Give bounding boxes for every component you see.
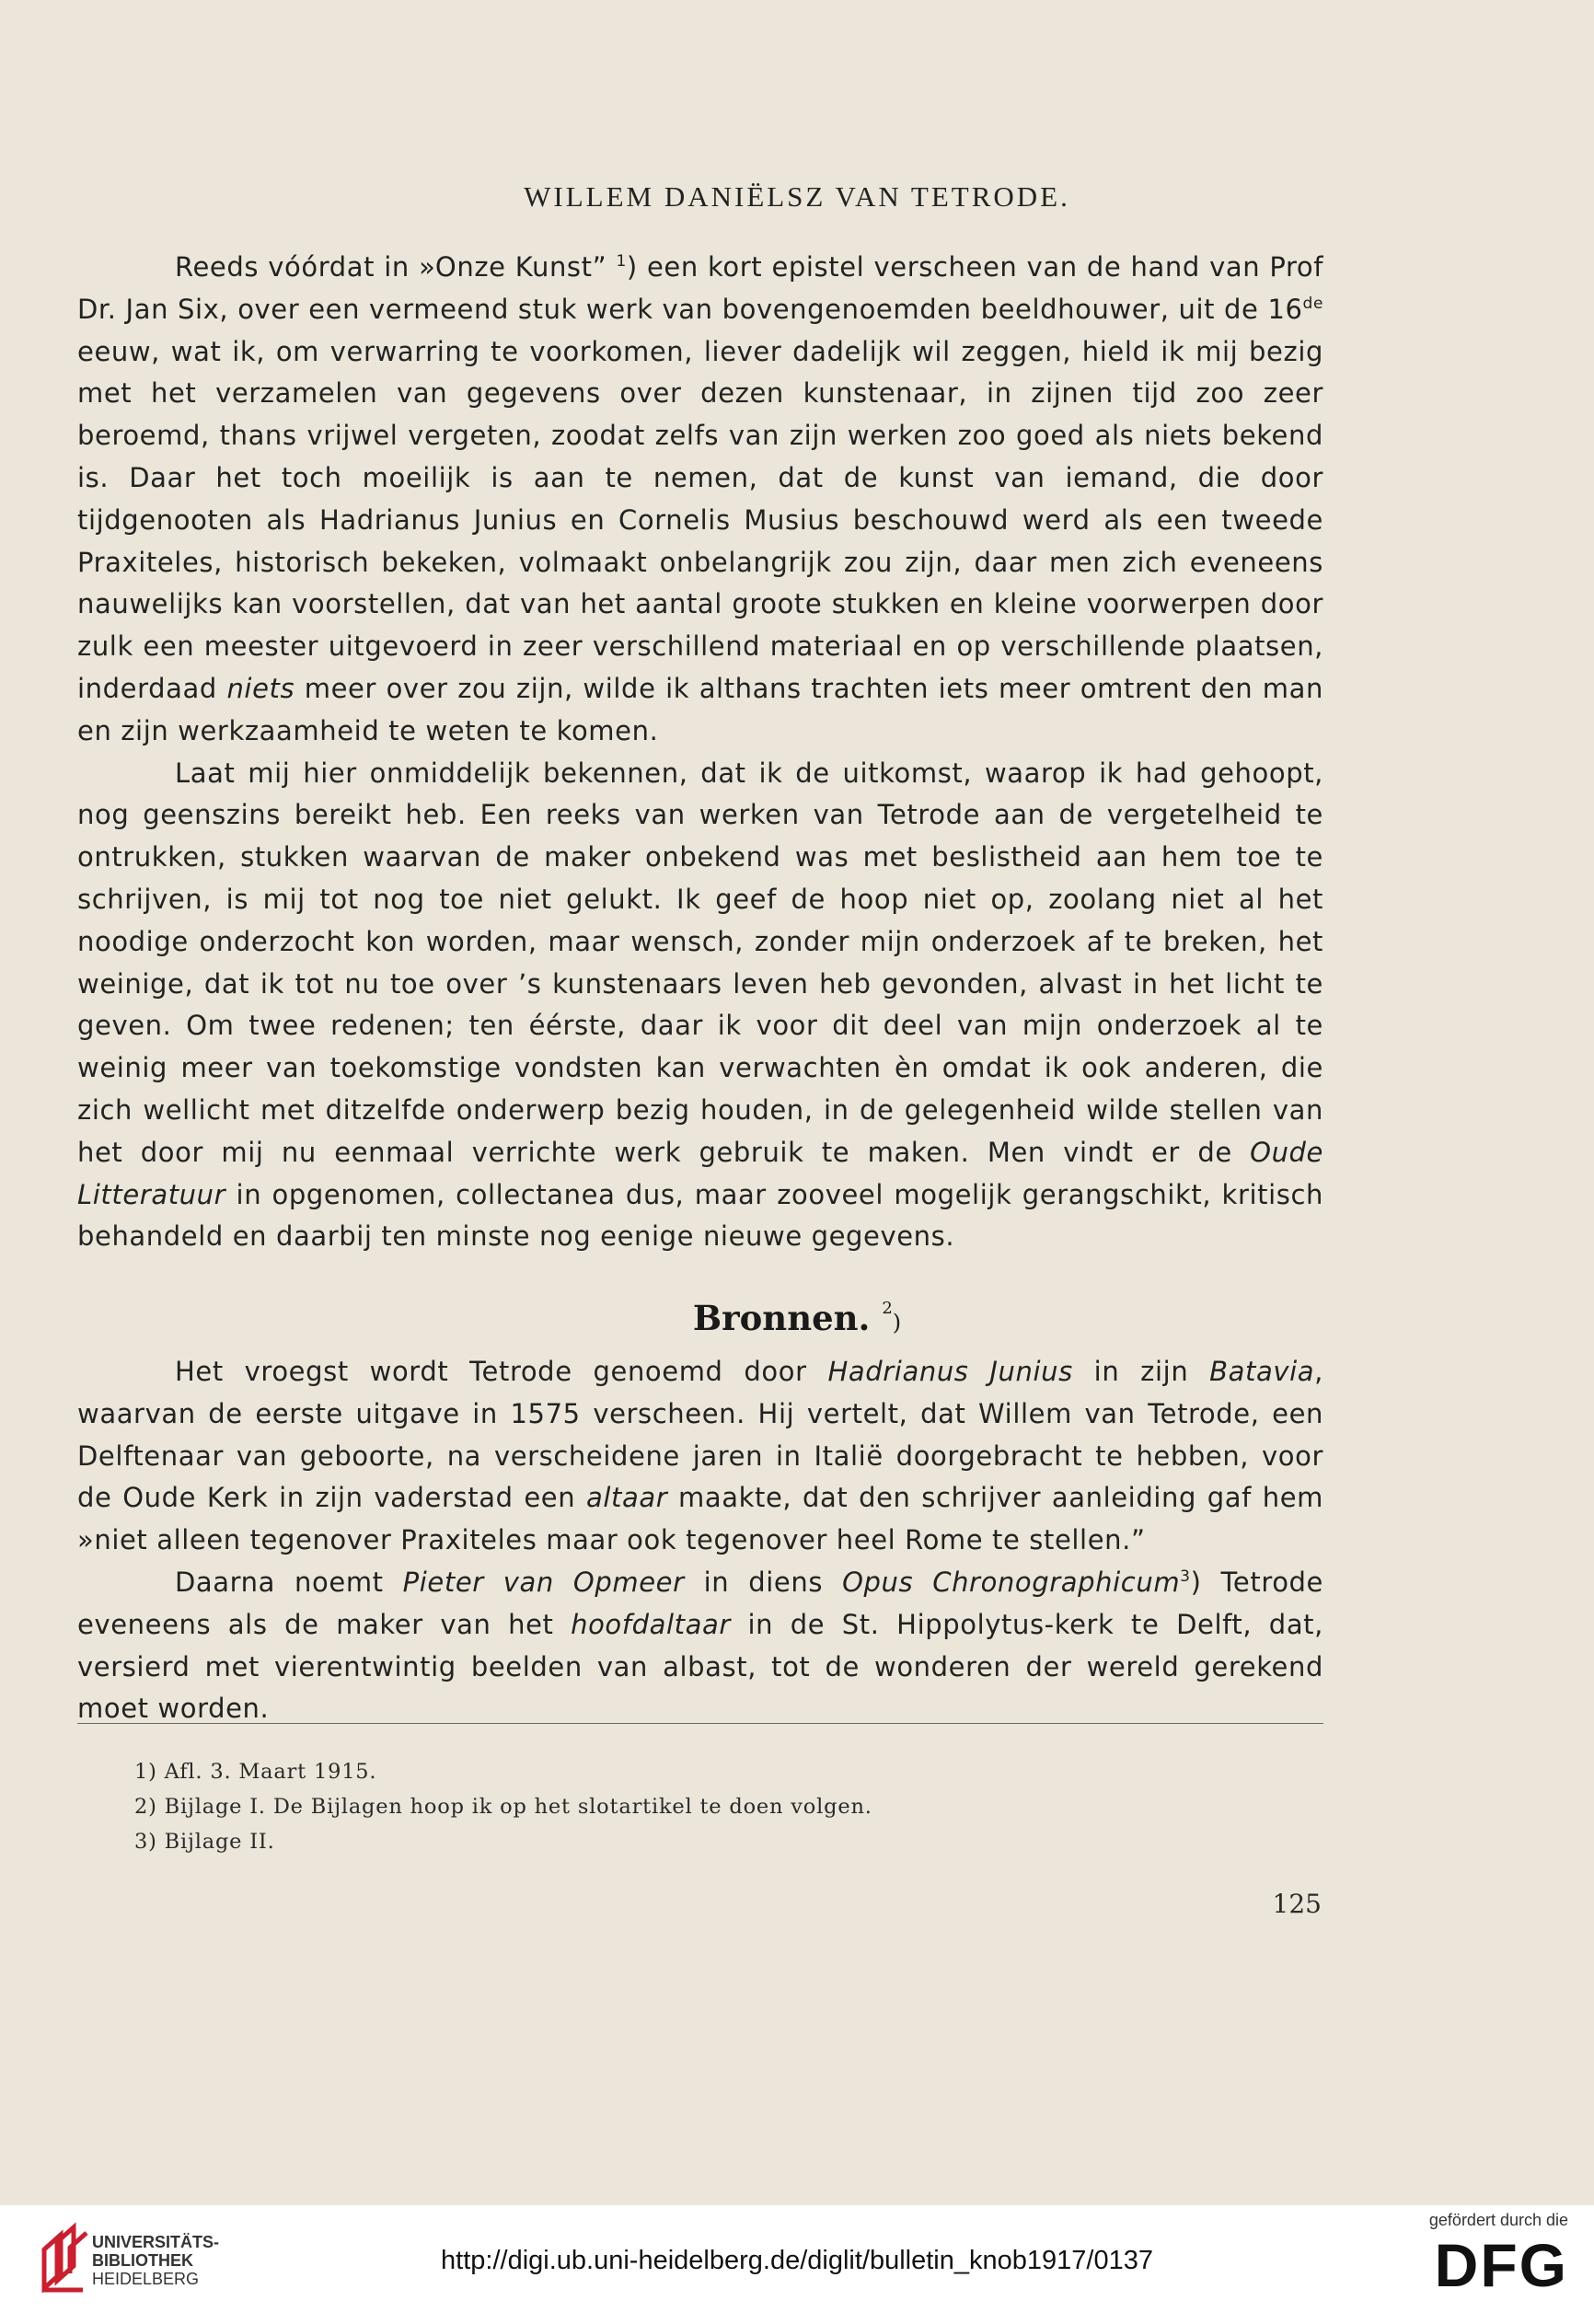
footnote-ref-paren: ) xyxy=(892,1310,902,1335)
dfg-logo[interactable]: DFG xyxy=(1434,2231,1568,2299)
funder-caption: gefördert durch die xyxy=(1428,2211,1568,2229)
emphasis: hoofdaltaar xyxy=(571,1608,731,1640)
text-run: Reeds vóórdat in »Onze Kunst” xyxy=(175,251,617,283)
sources-text xyxy=(77,1351,1323,1730)
text-run: in diens xyxy=(684,1566,843,1598)
footnotes xyxy=(134,1754,872,1859)
footnote-divider xyxy=(77,1723,1323,1724)
emphasis: niets xyxy=(226,672,295,704)
paragraph xyxy=(77,1351,1323,1562)
footnote-ref: 1 xyxy=(616,252,627,271)
footnote-ref: 2 xyxy=(882,1299,893,1318)
text-run: Laat mij hier onmiddelijk bekennen, dat ik de uitkomst, waarop ik had gehoopt, nog geenszins bereikt heb. Een reeks van werken van Tetrode aan de vergetelheid te ontrukken, stukken waarvan de maker onbekend was met beslistheid aan hem toe te schrijven, is mij tot nog toe niet gelukt. Ik geef de hoop niet op, zoolang niet al het noodige onderzocht kon worden, maar wensch, zonder mijn onderzoek af te breken, het weinige, dat ik tot nu toe over ’s kunstenaars leven heb gevonden, alvast in het licht te geven. Om twee redenen; ten éérste, daar ik voor dit deel van mijn onderzoek al te weinig meer van toekomstige vondsten kan verwachten èn omdat ik ook anderen, die zich wellicht met ditzelfde onderwerp bezig houden, in de gelegenheid wilde stellen van het door mij nu eenmaal verrichte werk gebruik te maken. Men vindt er de xyxy=(77,757,1323,1168)
permalink-url[interactable]: http://digi.ub.uni-heidelberg.de/diglit/bulletin_knob1917/0137 xyxy=(441,2246,1153,2275)
section-heading-text: Bronnen. xyxy=(692,1298,871,1338)
text-run: Daarna noemt xyxy=(175,1566,403,1598)
text-run: , waarvan de eerste uitgave in 1575 verscheen. Hij vertelt, dat Willem van Tetrode, een Delftenaar van geboorte, na verscheidene jaren in Italië doorgebracht te hebben, voor de Oude Kerk in zijn vaderstad een xyxy=(77,1356,1323,1514)
paragraph xyxy=(77,247,1323,753)
emphasis: Oude Litteratuur xyxy=(77,1136,1323,1210)
viewer-footer xyxy=(0,2205,1594,2324)
emphasis: Hadrianus Junius xyxy=(827,1356,1073,1387)
emphasis: Pieter van Opmeer xyxy=(402,1566,685,1598)
text-run: eeuw, wat ik, om verwarring te voorkomen, liever dadelijk wil zeggen, hield ik mij bezig met het verzamelen van gegevens over dezen kunstenaar, in zijnen tijd zoo zeer beroemd, thans vrijwel vergeten, zoodat zelfs van zijn werken zoo goed als niets bekend is. Daar het toch moeilijk is aan te nemen, dat de kunst van iemand, die door tijdgenooten als Hadrianus Junius en Cornelis Musius beschouwd werd als een tweede Praxiteles, historisch bekeken, volmaakt onbelangrijk zou zijn, daar men zich eveneens nauwelijks kan voorstellen, dat van het aantal groote stukken en kleine voorwerpen door zulk een meester uitgevoerd in zeer verschillend materiaal en op verschillende plaatsen, inderdaad xyxy=(77,335,1323,704)
ordinal-suffix: de xyxy=(1302,294,1323,313)
text-run: maakte, dat den schrijver aanleiding gaf hem »niet alleen tegenover Praxiteles maar ook tegenover heel Rome te stellen.” xyxy=(77,1482,1323,1556)
footnote: 3) Bijlage II. xyxy=(134,1830,275,1854)
text-run: Het vroegst wordt Tetrode genoemd door xyxy=(175,1356,828,1387)
running-title: WILLEM DANIËLSZ VAN TETRODE. xyxy=(524,180,1070,213)
footnote-ref: 3 xyxy=(1180,1567,1191,1586)
text-run: in de St. Hippolytus-kerk te Delft, dat, versierd met vierentwintig beelden van albast, tot de wonderen der wereld gerekend moet worden. xyxy=(77,1608,1323,1725)
text-run: ) Tetrode eveneens als de maker van het xyxy=(77,1566,1323,1640)
library-name-line: HEIDELBERG xyxy=(92,2270,200,2288)
text-run: in zijn xyxy=(1072,1356,1210,1387)
text-run: ) een kort epistel verscheen van de hand van Prof Dr. Jan Six, over een vermeend stuk werk van bovengenoemden beeldhouwer, uit de 16 xyxy=(77,251,1323,325)
section-heading xyxy=(0,1298,1594,1338)
intro-text xyxy=(77,247,1323,1258)
text-run: meer over zou zijn, wilde ik althans trachten iets meer omtrent den man en zijn werkzaamheid te weten te komen. xyxy=(77,672,1323,746)
text-run: in opgenomen, collectanea dus, maar zooveel mogelijk gerangschikt, kritisch behandeld en daarbij ten minste nog eenige nieuwe gegevens. xyxy=(77,1178,1323,1253)
paragraph xyxy=(77,753,1323,1259)
footnote: 1) Afl. 3. Maart 1915. xyxy=(134,1760,377,1784)
paragraph xyxy=(77,1562,1323,1730)
library-name-line: BIBLIOTHEK xyxy=(92,2251,193,2270)
page-number: 125 xyxy=(1272,1889,1322,1919)
emphasis: Batavia xyxy=(1209,1356,1315,1387)
emphasis: Opus Chronographicum xyxy=(842,1566,1181,1598)
emphasis: altaar xyxy=(585,1482,668,1514)
footnote: 2) Bijlage I. De Bijlagen hoop ik op het slotartikel te doen volgen. xyxy=(134,1795,872,1819)
library-name-line: UNIVERSITÄTS- xyxy=(92,2233,220,2251)
